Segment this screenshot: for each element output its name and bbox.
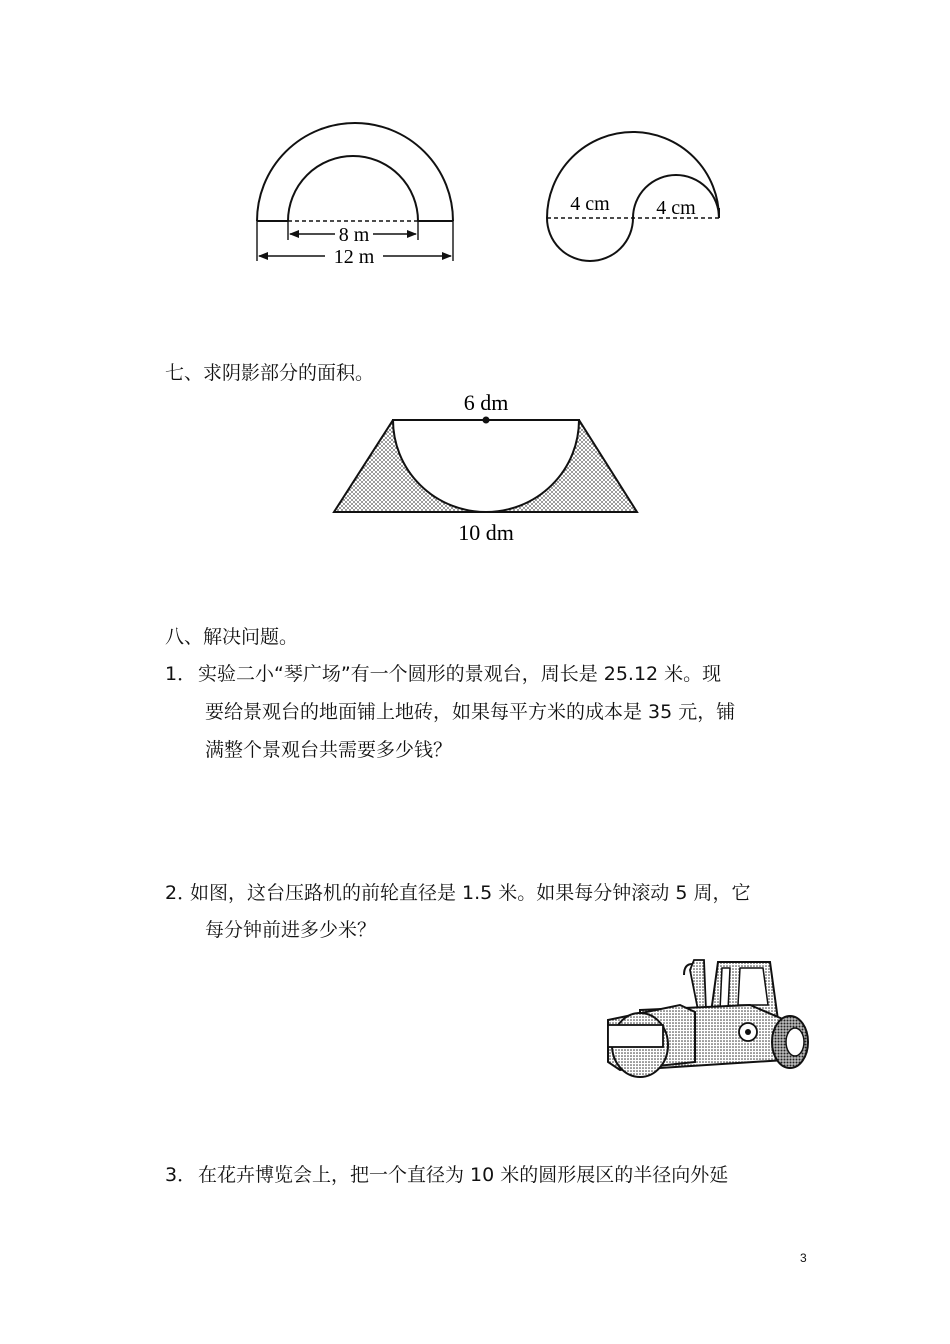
q1-number: 1．	[165, 663, 197, 685]
right-radius-label: 4 cm	[656, 197, 696, 219]
q2-line-2: 每分钟前进多少米？	[205, 919, 377, 941]
left-radius-label: 4 cm	[570, 193, 610, 215]
q2-number: 2．	[165, 882, 197, 904]
inner-arc	[288, 156, 418, 221]
center-dot	[483, 417, 490, 424]
outer-arc	[257, 123, 453, 221]
top-base-label: 6 dm	[463, 390, 509, 415]
arch-ring-figure	[245, 118, 465, 273]
section8-heading: 八、解决问题。	[165, 626, 299, 648]
q1-line-2: 要给景观台的地面铺上地砖，如果每平方米的成本是 35 元，铺	[205, 701, 736, 723]
page-number: 3	[800, 1251, 807, 1265]
q2-line-1: 如图，这台压路机的前轮直径是 1.5 米。如果每分钟滚动 5 周，它	[190, 882, 751, 904]
bottom-base-label: 10 dm	[458, 520, 514, 545]
outer-diameter-label: 12 m	[333, 246, 375, 268]
q1-line-1: 实验二小“琴广场”有一个圆形的景观台，周长是 25.12 米。现	[198, 663, 722, 685]
spiral-shape-figure	[538, 122, 738, 272]
inner-diameter-label: 8 m	[338, 224, 370, 246]
q3-line-1: 在花卉博览会上，把一个直径为 10 米的圆形展区的半径向外延	[198, 1164, 729, 1186]
section7-heading: 七、求阴影部分的面积。	[165, 362, 375, 384]
q1-line-3: 满整个景观台共需要多少钱？	[205, 739, 453, 761]
trapezoid-shaded-figure	[325, 385, 650, 550]
q3-number: 3．	[165, 1164, 197, 1186]
road-roller-icon	[600, 950, 815, 1082]
bottom-left-arc	[547, 218, 633, 261]
